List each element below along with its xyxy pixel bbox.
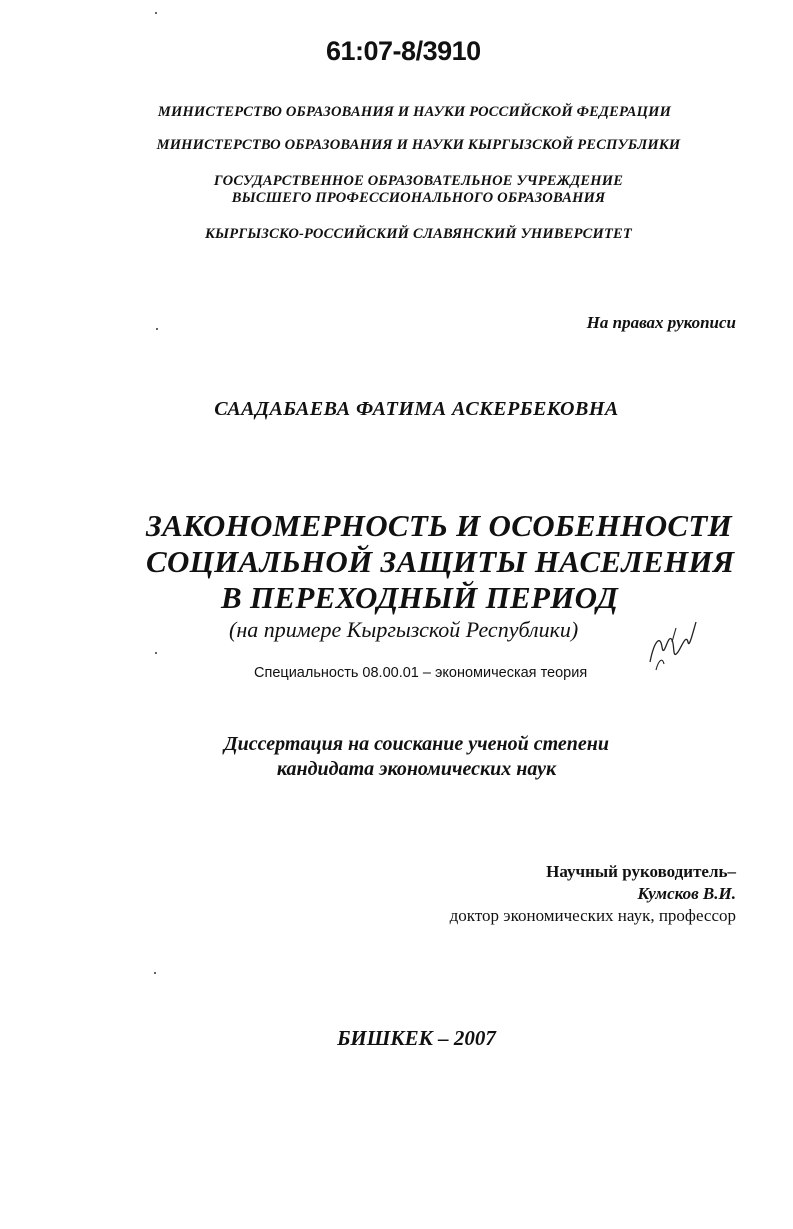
scan-dot bbox=[156, 328, 158, 330]
institution-university: КЫРГЫЗСКО-РОССИЙСКИЙ СЛАВЯНСКИЙ УНИВЕРСИТЕТ bbox=[205, 226, 632, 242]
title-line-1: ЗАКОНОМЕРНОСТЬ И ОСОБЕННОСТИ bbox=[146, 508, 733, 543]
manuscript-note: На правах рукописи bbox=[586, 313, 736, 332]
supervisor-label: Научный руководитель– bbox=[546, 862, 736, 881]
institution-ministry-russia: МИНИСТЕРСТВО ОБРАЗОВАНИЯ И НАУКИ РОССИЙСКОЙ ФЕДЕРАЦИИ bbox=[157, 104, 672, 120]
subtitle: (на примере Кыргызской Республики) bbox=[229, 617, 579, 642]
dissertation-line-1: Диссертация на соискание ученой степени bbox=[224, 733, 609, 755]
catalog-code: 61:07-8/3910 bbox=[326, 36, 481, 66]
supervisor-name: Кумсков В.И. bbox=[637, 884, 736, 903]
scan-dot bbox=[155, 12, 157, 14]
title-line-2: СОЦИАЛЬНОЙ ЗАЩИТЫ НАСЕЛЕНИЯ bbox=[146, 544, 735, 579]
scan-dot bbox=[154, 972, 156, 974]
institution-ministry-kyrgyz: МИНИСТЕРСТВО ОБРАЗОВАНИЯ И НАУКИ КЫРГЫЗСКОЙ РЕСПУБЛИКИ bbox=[156, 137, 681, 153]
scan-dot bbox=[155, 652, 157, 654]
institution-state-line-1: ГОСУДАРСТВЕННОЕ ОБРАЗОВАТЕЛЬНОЕ УЧРЕЖДЕНИЕ bbox=[213, 173, 624, 189]
supervisor-degree: доктор экономических наук, профессор bbox=[449, 906, 736, 925]
institution-state-line-2: ВЫСШЕГО ПРОФЕССИОНАЛЬНОГО ОБРАЗОВАНИЯ bbox=[231, 190, 606, 206]
dissertation-line-2: кандидата экономических наук bbox=[276, 758, 557, 780]
city-year: БИШКЕК – 2007 bbox=[337, 1026, 496, 1050]
author-name: СААДАБАЕВА ФАТИМА АСКЕРБЕКОВНА bbox=[214, 398, 619, 420]
title-line-3: В ПЕРЕХОДНЫЙ ПЕРИОД bbox=[221, 580, 619, 615]
signature bbox=[642, 612, 702, 677]
specialty: Специальность 08.00.01 – экономическая теория bbox=[254, 665, 588, 681]
